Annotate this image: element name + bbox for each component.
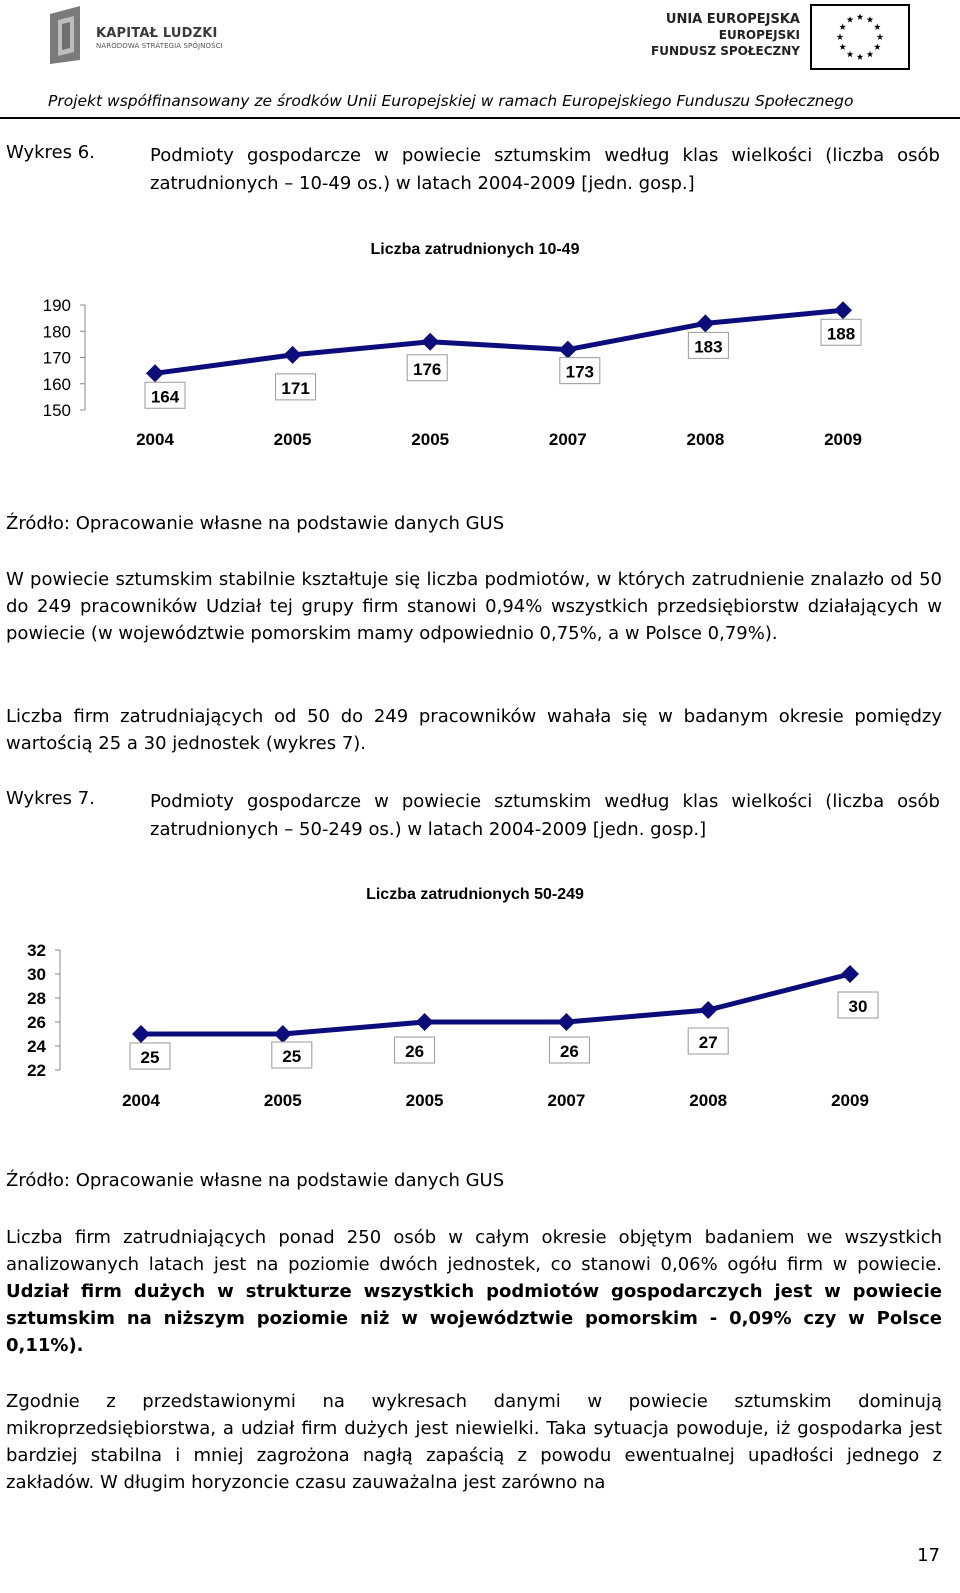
- y-tick-label: 150: [42, 401, 71, 420]
- x-tick-label: 2007: [547, 1091, 586, 1110]
- data-point: [416, 1013, 434, 1031]
- chart-2: [0, 880, 960, 1120]
- y-tick-label: 190: [42, 296, 71, 315]
- figure6-label: Wykres 6.: [6, 142, 95, 163]
- x-tick-label: 2009: [831, 1091, 869, 1110]
- data-point: [274, 1025, 292, 1043]
- figure7-source: Źródło: Opracowanie własne na podstawie danych GUS: [6, 1170, 505, 1191]
- paragraph-2: Liczba firm zatrudniających od 50 do 249 pracowników wahała się w badanym okresie pomiędzy wartością 25 a 30 jednostek (wykres 7).: [6, 706, 942, 754]
- x-tick-label: 2005: [405, 1091, 444, 1110]
- data-point: [834, 301, 852, 319]
- header: [0, 0, 960, 120]
- data-point: [557, 1013, 575, 1031]
- data-point: [132, 1025, 150, 1043]
- data-point: [146, 364, 164, 382]
- paragraph-3: [6, 1224, 942, 1359]
- data-point: [841, 965, 859, 983]
- data-label: 173: [565, 362, 594, 382]
- chart-1: [0, 235, 960, 460]
- data-label: 30: [848, 997, 868, 1016]
- data-label: 26: [559, 1042, 579, 1061]
- paragraph-3-normal: Liczba firm zatrudniających ponad 250 osób w całym okresie objętym badaniem we wszystkich analizowanych latach jest na poziomie dwóch jednostek, co stanowi 0,06% ogółu firm w powiecie.: [6, 1227, 942, 1275]
- ue-line2: EUROPEJSKI: [718, 28, 800, 42]
- data-label: 171: [281, 378, 310, 398]
- x-tick-label: 2005: [263, 1091, 302, 1110]
- series-line: [141, 974, 850, 1034]
- chart-1-plot: [0, 235, 960, 460]
- x-tick-label: 2004: [136, 430, 174, 449]
- chart-1-title: Liczba zatrudnionych 10-49: [370, 241, 580, 258]
- x-tick-label: 2004: [122, 1091, 160, 1110]
- data-point: [559, 341, 577, 359]
- y-tick-label: 26: [27, 1013, 46, 1032]
- y-tick-label: 30: [27, 965, 46, 984]
- figure6-source: Źródło: Opracowanie własne na podstawie danych GUS: [6, 513, 505, 534]
- eu-flag-icon: [810, 4, 910, 70]
- y-tick-label: 32: [27, 941, 46, 960]
- kapital-ludzki-logo: [44, 4, 88, 66]
- y-tick-label: 22: [27, 1061, 46, 1080]
- data-label: 183: [694, 337, 723, 357]
- kl-logo-title: KAPITAŁ LUDZKI: [96, 26, 218, 41]
- data-label: 188: [826, 324, 856, 344]
- ue-line3: FUNDUSZ SPOŁECZNY: [651, 44, 800, 58]
- data-label: 176: [413, 359, 442, 379]
- paragraph-3-bold: Udział firm dużych w strukturze wszystkich podmiotów gospodarczych jest w powiecie sztumskim na niższym poziomie niż w województwie pomorskim - 0,09% czy w Polsce 0,11%).: [6, 1281, 942, 1356]
- paragraph-1: W powiecie sztumskim stabilnie kształtuje się liczba podmiotów, w których zatrudnienie znalazło od 50 do 249 pracowników Udział tej grupy firm stanowi 0,94% wszystkich przedsiębiorstw działających w powiecie (w województwie pomorskim mamy odpowiednio 0,75%, a w Polsce 0,79%).: [6, 569, 942, 644]
- page-number: 17: [917, 1545, 940, 1566]
- series-line: [155, 310, 843, 373]
- x-tick-label: 2005: [273, 430, 312, 449]
- x-tick-label: 2005: [411, 430, 450, 449]
- x-tick-label: 2007: [548, 430, 587, 449]
- y-tick-label: 28: [27, 989, 46, 1008]
- header-caption: Projekt współfinansowany ze środków Unii Europejskiej w ramach Europejskiego Funduszu Społecznego: [48, 92, 854, 110]
- data-point: [284, 346, 302, 364]
- data-label: 164: [150, 387, 180, 407]
- paragraph-4: Zgodnie z przedstawionymi na wykresach danymi w powiecie sztumskim dominują mikroprzedsiębiorstwa, a udział firm dużych jest niewielki. Taka sytuacja powoduje, iż gospodarka jest bardziej stabilna i mniej zagrożona nagłą zapaścią z powodu ewentualnej upadłości jednego z zakładów. W długim horyzoncie czasu zauważalna jest zarówno na: [6, 1391, 942, 1493]
- x-tick-label: 2008: [689, 1091, 728, 1110]
- figure6-caption: Podmioty gospodarcze w powiecie sztumskim według klas wielkości (liczba osób zatrudnionych – 10-49 os.) w latach 2004-2009 [jedn. gosp.]: [150, 145, 940, 194]
- y-tick-label: 170: [42, 348, 71, 368]
- figure7-caption: Podmioty gospodarcze w powiecie sztumskim według klas wielkości (liczba osób zatrudnionych – 50-249 os.) w latach 2004-2009 [jedn. gosp.]: [150, 791, 940, 840]
- y-tick-label: 180: [42, 322, 71, 342]
- data-label: 25: [140, 1048, 160, 1067]
- data-label: 26: [405, 1042, 425, 1061]
- x-tick-label: 2008: [686, 430, 725, 449]
- data-point: [421, 333, 439, 351]
- kl-logo-subtitle: NARODOWA STRATEGIA SPÓJNOŚCI: [96, 42, 223, 50]
- y-tick-label: 160: [42, 374, 71, 394]
- header-divider: [0, 117, 960, 119]
- data-label: 27: [698, 1033, 718, 1052]
- data-point: [696, 314, 714, 332]
- data-point: [699, 1001, 717, 1019]
- ue-line1: UNIA EUROPEJSKA: [665, 12, 800, 27]
- data-label: 25: [282, 1047, 302, 1066]
- y-tick-label: 24: [27, 1037, 46, 1056]
- chart-2-title: Liczba zatrudnionych 50-249: [366, 886, 584, 903]
- x-tick-label: 2009: [824, 430, 862, 449]
- figure7-label: Wykres 7.: [6, 788, 95, 809]
- chart-2-plot: [0, 880, 960, 1120]
